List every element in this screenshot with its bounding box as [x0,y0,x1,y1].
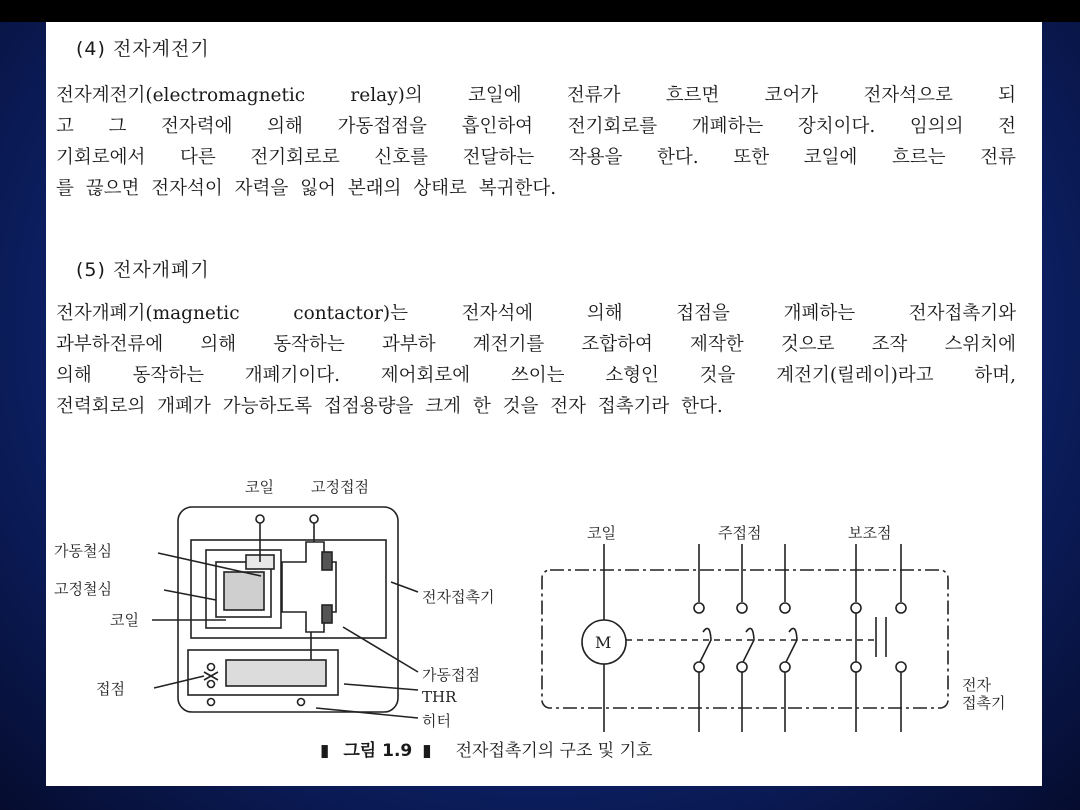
label-coil: 코일 [587,524,616,542]
caption-mark-right: ▮ [422,741,432,761]
main-contact-3 [785,628,797,664]
paragraph-line: 전자개폐기(magnetic contactor)는 전자석에 의해 접점을 개폐하는 전자접촉기와 [56,303,1016,324]
label-fixed-core: 고정철심 [54,580,112,598]
label-contactor: 전자접촉기 [422,588,495,606]
structure-labels [54,478,494,730]
coil-block [224,572,264,610]
fixed-contact-lower [322,605,332,623]
label-thr: THR [422,688,457,706]
leader-contact [154,676,204,688]
section-4-heading: (4) 전자계전기 [76,38,210,60]
label-coil-top: 코일 [245,478,274,496]
label-moving-contact: 가동접점 [422,666,480,684]
paragraph-line: 전자계전기(electromagnetic relay)의 코일에 전류가 흐르면 코어가 전자석으로 되 [56,85,1016,106]
label-moving-core: 가동철심 [54,542,112,560]
label-contactor-line2: 접촉기 [962,694,1006,712]
leader-contactor [391,582,418,592]
main-contact-1 [699,628,711,664]
leader-thr [344,684,418,690]
coil-terminal [256,515,264,523]
paragraph-line: 의해 동작하는 개폐기이다. 제어회로에 쓰이는 소형인 것을 계전기(릴레이)라고 하며, [56,365,1016,386]
motor-label: M [595,633,612,652]
caption-title: 전자접촉기의 구조 및 기호 [455,741,653,761]
caption-figure-number: 그림 1.9 [343,741,413,761]
fixed-contact-terminal [310,515,318,523]
paragraph-line: 전력회로의 개폐가 가능하도록 접점용량을 크게 한 것을 전자 접촉기라 한다. [56,396,723,417]
slide-page [46,22,1042,786]
caption-mark-left: ▮ [320,741,330,761]
paragraph-line: 를 끊으면 전자석이 자력을 잃어 본래의 상태로 복귀한다. [56,178,557,199]
top-black-bar [0,0,1080,22]
label-fixed-contact: 고정접점 [311,478,369,496]
label-contact: 접점 [96,680,125,698]
housing-outline [191,540,386,638]
fixed-contact-upper [322,552,332,570]
thr-element [226,660,326,686]
leader-heater [316,708,418,718]
paragraph-line: 과부하전류에 의해 동작하는 과부하 계전기를 조합하여 제작한 것으로 조작 스위치에 [56,334,1016,355]
leader-moving-contact [343,627,418,672]
leader-fixed-core [164,590,216,600]
label-main-contact: 주접점 [718,524,762,542]
symbol-labels [587,524,1005,712]
figure-caption [306,736,652,761]
section-5-paragraph [56,298,1016,422]
section-4-paragraph [56,80,1016,204]
section-5-heading: (5) 전자개폐기 [76,259,210,281]
paragraph-line: 기회로에서 다른 전기회로로 신호를 전달하는 작용을 한다. 또한 코일에 흐르는 전류 [56,147,1016,168]
paragraph-line: 고 그 전자력에 의해 가동접점을 흡인하여 전기회로를 개폐하는 장치이다. 임의의 전 [56,116,1016,137]
label-aux-contact: 보조점 [848,524,892,542]
main-contact-2 [742,628,754,664]
label-contactor-line1: 전자 [962,676,991,694]
label-coil-left: 코일 [110,611,139,629]
label-heater: 히터 [422,712,451,730]
structure-diagram [152,507,418,718]
